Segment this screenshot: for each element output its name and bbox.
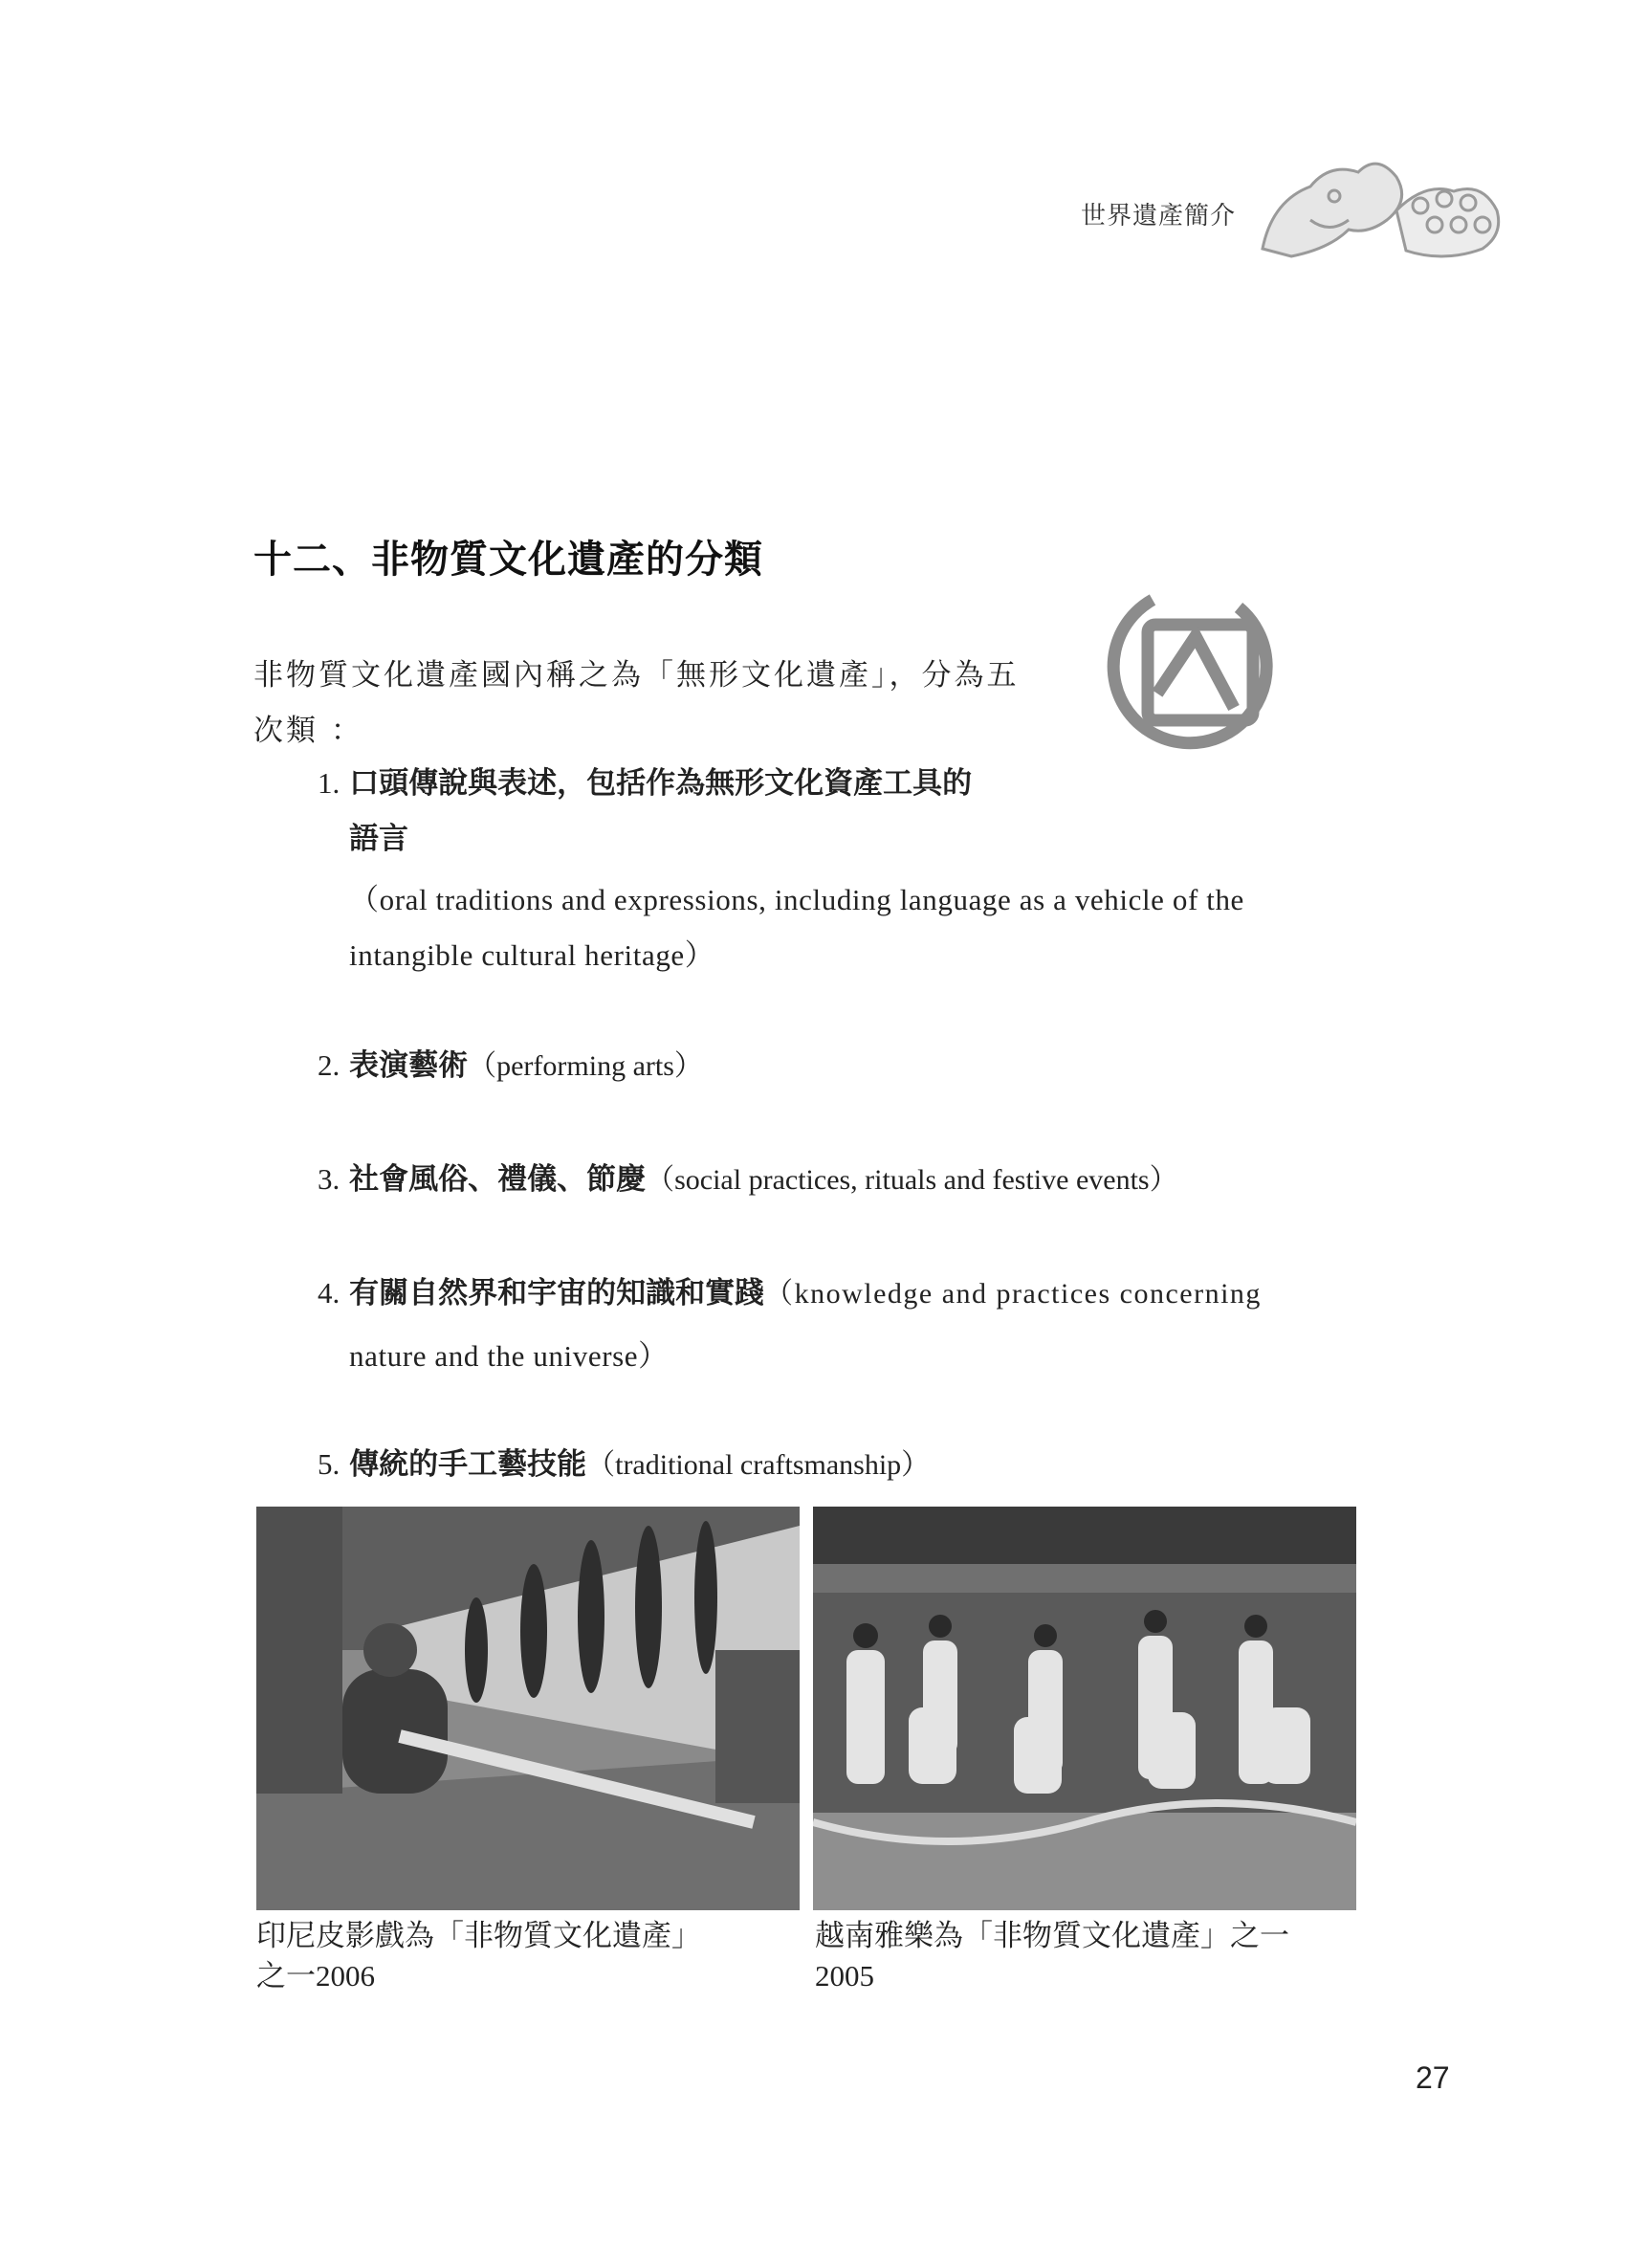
caption-line-1: 越南雅樂為「非物質文化遺產」之一: [815, 1919, 1289, 1953]
running-header-title: 世界遺產簡介: [1081, 202, 1237, 231]
page-number: 27: [1416, 2060, 1450, 2095]
list-item-zh: 有關自然界和宇宙的知識和實踐: [349, 1276, 765, 1310]
photo-1-caption: [256, 1916, 701, 1996]
list-item-1-english-line-1: （oral traditions and expressions, including language as a vehicle of the: [349, 883, 1244, 916]
intangible-heritage-emblem-icon: [1081, 579, 1320, 756]
list-item-zh-continued: 語言: [349, 822, 408, 856]
section-title: 十二、非物質文化遺產的分類: [253, 537, 763, 582]
caption-line-1: 印尼皮影戲為「非物質文化遺產」: [256, 1919, 701, 1953]
intro-line-2: 次類 ：: [253, 714, 363, 748]
list-item-en: （social practices, rituals and festive events）: [646, 1164, 1178, 1196]
list-item-en: （knowledge and practices concerning: [764, 1278, 1262, 1310]
list-item-5: [318, 1437, 930, 1493]
intro-line-1: 非物質文化遺產國內稱之為「無形文化遺產」，分為五: [253, 658, 1020, 693]
list-item-number: 5.: [318, 1447, 341, 1481]
caption-line-2: 之一2006: [256, 1959, 375, 1993]
list-item-zh: 傳統的手工藝技能: [349, 1447, 587, 1482]
list-item-1: [318, 756, 972, 811]
list-item-en: （traditional craftsmanship）: [586, 1449, 931, 1481]
list-item-zh: 口頭傳說與表述，包括作為無形文化資產工具的: [349, 766, 973, 801]
list-item-1-line-2: [349, 811, 408, 867]
list-item-zh: 社會風俗、禮儀、節慶: [349, 1162, 647, 1197]
list-item-number: 1.: [318, 766, 341, 800]
list-item-number: 2.: [318, 1048, 341, 1082]
list-item-2: [318, 1038, 703, 1094]
court-music-photo: [813, 1507, 1356, 1910]
caption-line-2: 2005: [815, 1959, 874, 1993]
list-item-zh: 表演藝術: [349, 1048, 469, 1083]
lion-sculpture-image: [1253, 143, 1511, 268]
list-item-en: （performing arts）: [468, 1050, 703, 1082]
list-item-4: [318, 1266, 1262, 1322]
list-item-number: 4.: [318, 1276, 341, 1310]
shadow-puppet-photo: [256, 1507, 800, 1910]
list-item-3: [318, 1152, 1178, 1208]
list-item-1-english-line-2: intangible cultural heritage）: [349, 938, 715, 972]
list-item-4-english-line-2: nature and the universe）: [349, 1339, 669, 1373]
list-item-number: 3.: [318, 1162, 341, 1196]
photo-2-caption: [815, 1916, 1289, 1996]
